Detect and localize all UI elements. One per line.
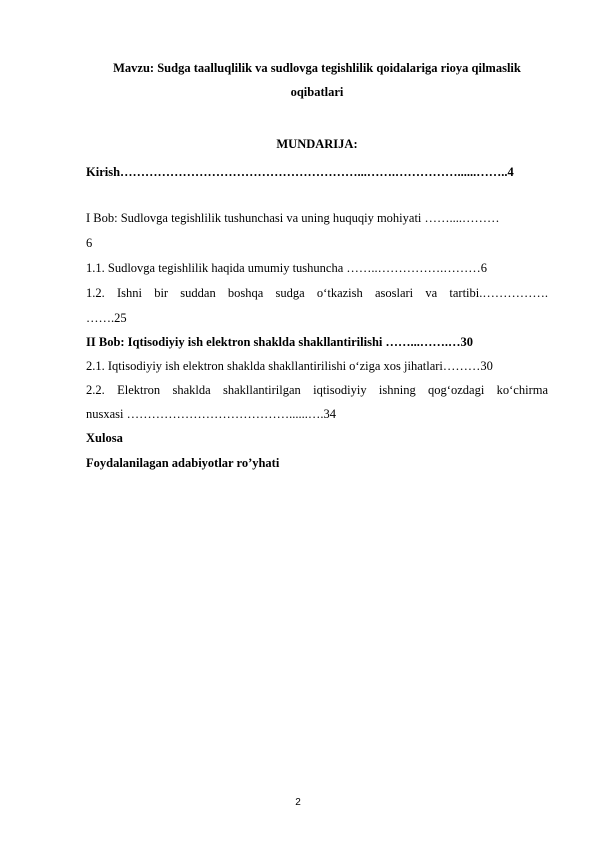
toc-entry-chapter-2: II Bob: Iqtisodiyiy ish elektron shaklda shakllantirilishi ……...…….…30 <box>86 335 474 349</box>
page-number: 2 <box>295 797 301 808</box>
toc-entry-conclusion: Xulosa <box>86 431 123 445</box>
toc-heading: MUNDARIJA: <box>276 137 358 151</box>
toc-entry-section-2-2: 2.2. Elektron shaklda shakllantirilgan iqtisodiyiy ishning qog‘ozdagi ko‘chirma <box>86 383 548 397</box>
toc-entry-references: Foydalanilagan adabiyotlar ro’yhati <box>86 456 280 470</box>
toc-entry-chapter-1-page: 6 <box>86 236 93 250</box>
toc-entry-section-2-2-page: nusxasi …………………………………......….34 <box>86 407 336 421</box>
toc-entry-section-1-1: 1.1. Sudlovga tegishlilik haqida umumiy tushuncha ……..…………….………6 <box>86 261 488 275</box>
document-title: Mavzu: Sudga taalluqlilik va sudlovga tegishlilik qoidalariga rioya qilmaslik oqibatlari <box>113 61 521 99</box>
toc-entry-section-1-2: 1.2. Ishni bir suddan boshqa sudga o‘tkazish asoslari va tartibi.……………. <box>86 286 548 300</box>
toc-entry-section-1-2-page: …….25 <box>86 311 127 325</box>
toc-entry-chapter-1: I Bob: Sudlovga tegishlilik tushunchasi va uning huquqiy mohiyati ……....……… <box>86 211 500 225</box>
toc-entry-intro: Kirish…………………………………………………...…….……………......……..4 <box>86 165 514 179</box>
toc-entry-section-2-1: 2.1. Iqtisodiyiy ish elektron shaklda shakllantirilishi o‘ziga xos jihatlari………30 <box>86 359 493 373</box>
